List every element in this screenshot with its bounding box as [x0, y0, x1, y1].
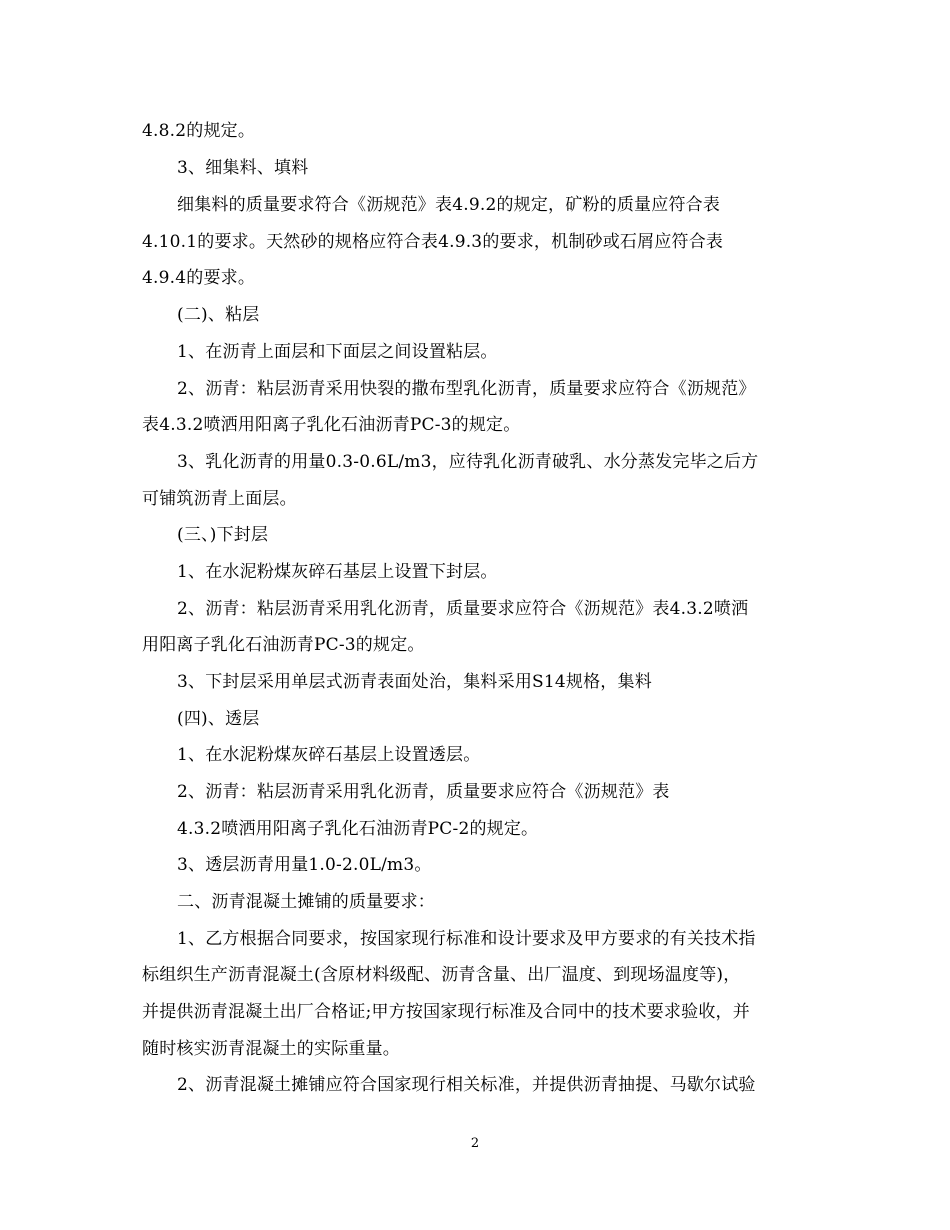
section-heading: (三、)下封层	[177, 525, 269, 545]
text-line: 1、在沥青上面层和下面层之间设置粘层。	[177, 342, 498, 362]
text-line: 并提供沥青混凝土出厂合格证;甲方按国家现行标准及合同中的技术要求验收，并	[142, 1002, 750, 1022]
text-line: 2、沥青：粘层沥青采用快裂的撒布型乳化沥青，质量要求应符合《沥规范》	[177, 379, 756, 399]
text-line: 1、在水泥粉煤灰碎石基层上设置下封层。	[177, 562, 498, 582]
text-line: 表4.3.2喷洒用阳离子乳化石油沥青PC-3的规定。	[142, 415, 521, 435]
section-heading: 二、沥青混凝土摊铺的质量要求：	[177, 892, 435, 912]
text-line: 2、沥青混凝土摊铺应符合国家现行相关标准，并提供沥青抽提、马歇尔试验	[177, 1075, 756, 1095]
text-line: 标组织生产沥青混凝土(含原材料级配、沥青含量、出厂温度、到现场温度等)，	[142, 965, 741, 985]
text-line: 2、沥青：粘层沥青采用乳化沥青，质量要求应符合《沥规范》表	[177, 782, 670, 802]
text-line: 3、透层沥青用量1.0-2.0L/m3。	[177, 855, 432, 875]
text-line: 4.8.2的规定。	[142, 121, 256, 141]
text-line: 3、乳化沥青的用量0.3-0.6L/m3，应待乳化沥青破乳、水分蒸发完毕之后方	[177, 452, 759, 472]
text-line: 1、在水泥粉煤灰碎石基层上设置透层。	[177, 745, 481, 765]
page-number: 2	[470, 1136, 480, 1151]
text-line: 4.10.1的要求。天然砂的规格应符合表4.9.3的要求，机制砂或石屑应符合表	[142, 232, 724, 252]
text-line: 4.9.4的要求。	[142, 268, 256, 288]
text-line: 随时核实沥青混凝土的实际重量。	[142, 1039, 400, 1059]
section-heading: (四)、透层	[177, 709, 260, 729]
section-heading: (二)、粘层	[177, 305, 260, 325]
text-line: 3、下封层采用单层式沥青表面处治，集料采用S14规格，集料	[177, 672, 652, 692]
text-line: 细集料的质量要求符合《沥规范》表4.9.2的规定，矿粉的质量应符合表	[177, 195, 721, 215]
text-line: 1、乙方根据合同要求，按国家现行标准和设计要求及甲方要求的有关技术指	[177, 929, 756, 949]
text-line: 用阳离子乳化石油沥青PC-3的规定。	[142, 635, 425, 655]
text-line: 2、沥青：粘层沥青采用乳化沥青，质量要求应符合《沥规范》表4.3.2喷洒	[177, 599, 749, 619]
text-line: 3、细集料、填料	[177, 158, 309, 178]
text-line: 可铺筑沥青上面层。	[142, 489, 297, 509]
text-line: 4.3.2喷洒用阳离子乳化石油沥青PC-2的规定。	[177, 819, 539, 839]
